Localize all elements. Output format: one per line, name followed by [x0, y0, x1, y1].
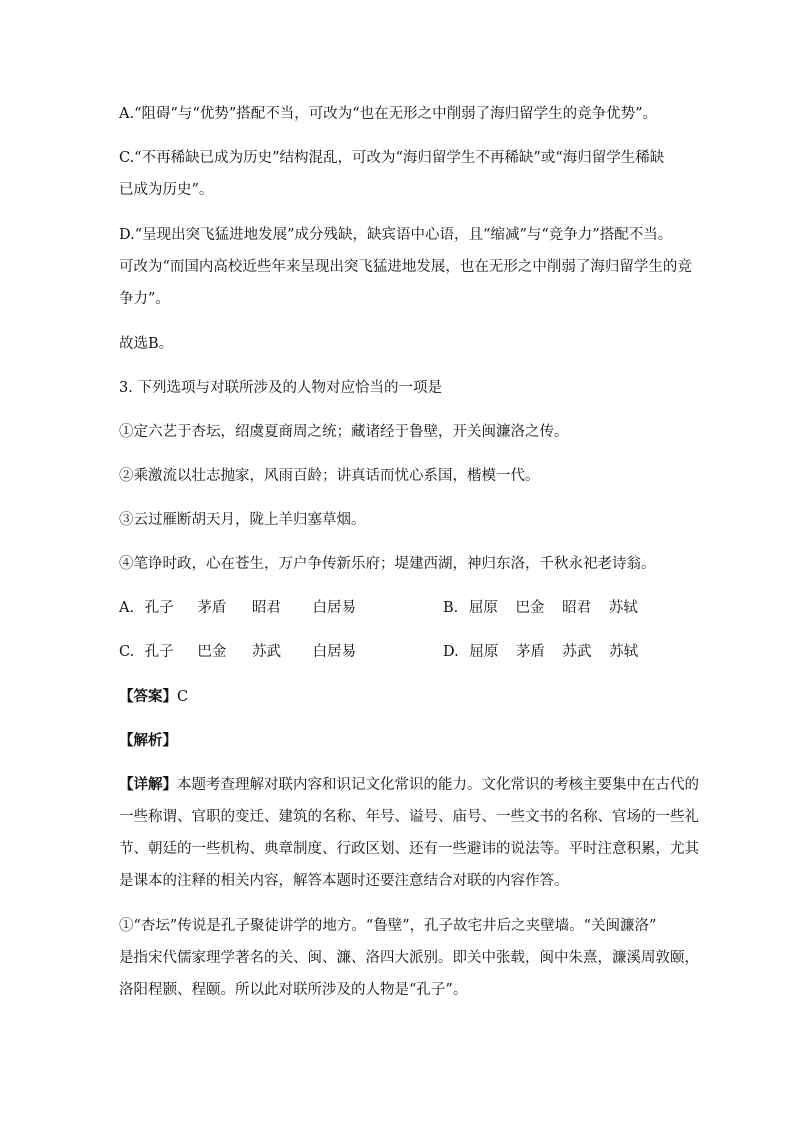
conclusion: 故选B。 [119, 336, 174, 352]
detail-line-2: 一些称谓、官职的变迁、建筑的名称、年号、谥号、庙号、一些文书的名称、官场的一些礼 [119, 809, 699, 825]
explain-line-2: 是指宋代儒家理学著名的关、闽、濂、洛四大派别。即关中张载，闽中朱熹，濂溪周敦颐， [119, 950, 699, 966]
couplet-3: ③云过雁断胡天月，陇上羊归塞草烟。 [119, 512, 366, 528]
option-b-letter: B. [443, 600, 459, 616]
option-d [443, 641, 638, 663]
option-c-explanation-line2: 已成为历史”。 [119, 182, 214, 198]
option-a-name-1: 孔子 [144, 600, 174, 616]
option-d-letter: D. [443, 644, 459, 660]
analysis-heading [119, 730, 177, 752]
option-a-name-3: 昭君 [251, 600, 281, 616]
option-c-name-2: 巴金 [197, 644, 227, 660]
option-c-letter: C. [119, 644, 135, 660]
option-d-explanation-line1: D.“呈现出突飞猛进地发展”成分残缺，缺宾语中心语，且“缩减”与“竞争力”搭配不当。 [119, 227, 673, 243]
answer-label: 【答案】 [119, 688, 177, 705]
option-c-name-3: 苏武 [252, 644, 282, 660]
question-stem: 3. 下列选项与对联所涉及的人物对应恰当的一项是 [119, 380, 442, 396]
option-b [443, 597, 638, 619]
option-a-explanation: A.“阻碍”与“优势”搭配不当，可改为“也在无形之中削弱了海归留学生的竞争优势”。 [119, 106, 658, 122]
option-c-name-1: 孔子 [144, 644, 174, 660]
detail-line-1 [119, 774, 699, 796]
option-a [119, 597, 356, 619]
explain-line-1: ①“杏坛”传说是孔子聚徒讲学的地方。“鲁壁”，孔子故宅井后之夹壁墙。“关闽濂洛” [119, 918, 657, 934]
option-b-name-2: 巴金 [515, 600, 545, 616]
option-d-name-1: 屈原 [469, 644, 499, 660]
option-d-name-4: 苏轼 [609, 644, 639, 660]
couplet-4: ④笔诤时政，心在苍生，万户争传新乐府；堤建西湖，神归东洛，千秋永祀老诗翁。 [119, 556, 656, 572]
answer-value: C [177, 689, 189, 705]
explain-line-3: 洛阳程颢、程颐。所以此对联所涉及的人物是“孔子”。 [119, 982, 468, 998]
couplet-2: ②乘激流以壮志抛家，风雨百龄；讲真话而忧心系国，楷模一代。 [119, 468, 540, 484]
option-c-explanation-line1: C.“不再稀缺已成为历史”结构混乱，可改为“海归留学生不再稀缺”或“海归留学生稀缺 [119, 150, 665, 166]
option-d-name-2: 茅盾 [515, 644, 545, 660]
option-c-name-4: 白居易 [312, 644, 357, 660]
analysis-label: 【解析】 [119, 732, 177, 749]
option-d-name-3: 苏武 [562, 644, 592, 660]
option-a-letter: A. [119, 600, 135, 616]
detail-label: 【详解】 [119, 776, 177, 793]
detail-text-1: 本题考查理解对联内容和识记文化常识的能力。文化常识的考核主要集中在古代的 [177, 777, 699, 793]
option-c [119, 641, 356, 663]
answer-line [119, 686, 188, 708]
couplet-1: ①定六艺于杏坛，绍虞夏商周之统；藏诸经于鲁壁，开关闽濂洛之传。 [119, 424, 569, 440]
option-a-name-2: 茅盾 [197, 600, 227, 616]
option-b-name-4: 苏轼 [608, 600, 638, 616]
option-a-name-4: 白居易 [312, 600, 357, 616]
detail-line-3: 节、朝廷的一些机构、典章制度、行政区划、还有一些避讳的说法等。平时注意积累，尤其 [119, 841, 699, 857]
option-d-explanation-line2: 可改为“而国内高校近些年来呈现出突飞猛进地发展，也在无形之中削弱了海归留学生的竞 [119, 259, 692, 275]
detail-line-4: 是课本的注释的相关内容，解答本题时还要注意结合对联的内容作答。 [119, 873, 569, 889]
option-b-name-3: 昭君 [562, 600, 592, 616]
option-b-name-1: 屈原 [468, 600, 498, 616]
option-d-explanation-line3: 争力”。 [119, 291, 170, 307]
